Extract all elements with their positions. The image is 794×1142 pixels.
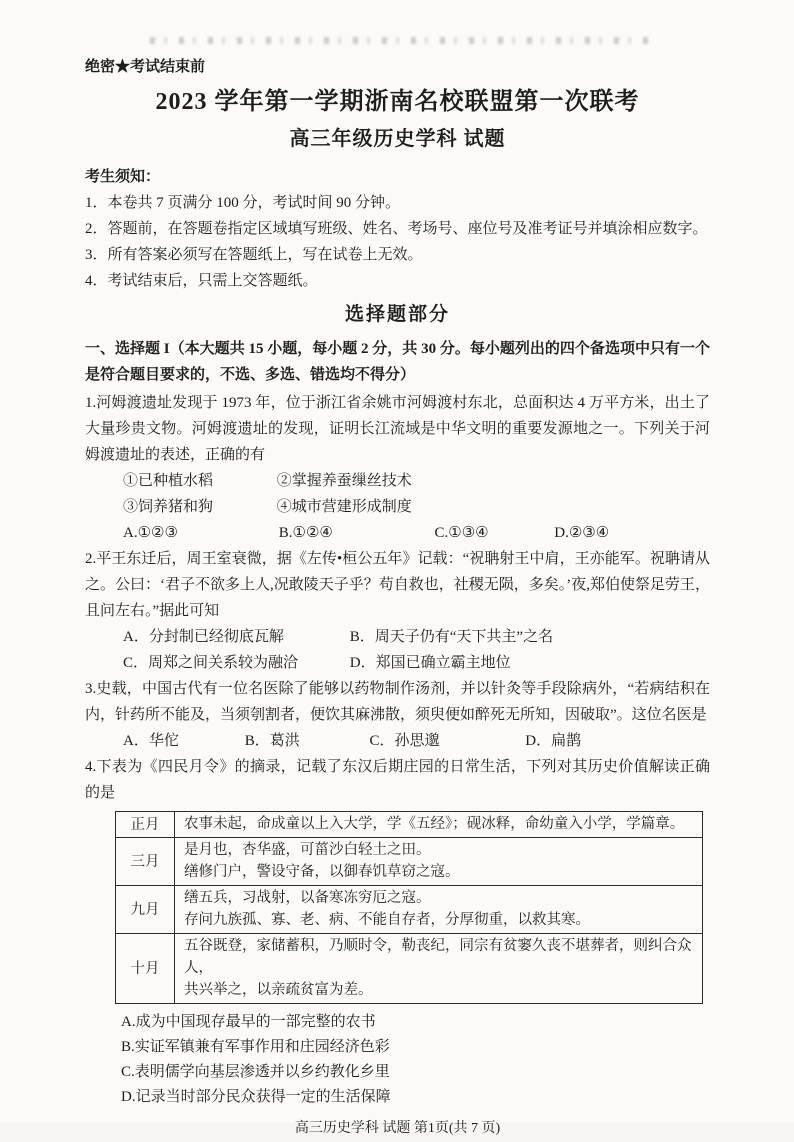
q3-choice-c: C．孙思邈	[369, 733, 440, 749]
month-cell: 十月	[116, 934, 175, 1004]
q1-suboption-3: ③饲养猪和狗	[123, 499, 214, 515]
table-row-jiuyue	[116, 886, 703, 934]
content-cell	[175, 886, 703, 934]
content-cell	[175, 934, 703, 1004]
cell-line: 是月也，杏华盛，可菑沙白轻土之田。	[184, 842, 431, 858]
question-4-stem: 4.下表为《四民月令》的摘录，记载了东汉后期庄园的日常生活，下列对其历史价值解读正确的是	[85, 759, 710, 801]
question-2-choices-row-1	[85, 624, 710, 650]
cell-line: 缮修门户，警设守备，以御春饥草窃之寇。	[184, 864, 460, 880]
cell-line: 五谷既登，家储蓄积，乃顺时令，勒丧纪，同宗有贫窭久丧不堪葬者，则纠合众人，	[184, 938, 692, 976]
q1-choice-c: C.①③④	[434, 525, 489, 541]
question-1-suboptions-row-2	[85, 494, 710, 520]
question-1-choices	[85, 520, 710, 546]
question-1-stem: 1.河姆渡遗址发现于 1973 年，位于浙江省余姚市河姆渡村东北，总面积达 4 万平方米，出土了大量珍贵文物。河姆渡遗址的发现，证明长江流域是中华文明的重要发源地之一。下列关于河姆渡遗址的表述，正确的有	[85, 395, 710, 463]
cell-line: 共兴举之，以亲疏贫富为差。	[184, 982, 373, 998]
q2-choice-b: B．周天子仍有“天下共主”之名	[349, 629, 554, 645]
q4-choice-c: C.表明儒学向基层渗透并以乡约教化乡里	[121, 1064, 390, 1080]
cell-line: 存问九族孤、寡、老、病、不能自存者，分厚彻重，以救其寒。	[184, 912, 590, 928]
cell-line: 农事未起，命成童以上入大学，学《五经》；砚冰释，命幼童入小学，学篇章。	[184, 816, 685, 832]
q3-choice-a: A．华佗	[123, 733, 179, 749]
question-4-choices	[85, 1010, 710, 1110]
notice-item-2: 2．答题前，在答题卷指定区域填写班级、姓名、考场号、座位号及准考证号并填涂相应数字。	[85, 221, 708, 237]
q1-suboption-4: ④城市营建形成制度	[276, 499, 412, 515]
q4-choice-d: D.记录当时部分民众获得一定的生活保障	[121, 1089, 391, 1105]
page-footer: 高三历史学科 试题 第1页(共 7 页)	[294, 1121, 501, 1136]
month-cell: 三月	[116, 838, 175, 886]
q1-choice-d: D.②③④	[554, 525, 610, 541]
exam-subtitle: 高三年级历史学科 试题	[289, 128, 506, 150]
q1-choice-b: B.①②④	[278, 525, 333, 541]
notice-item-4: 4．考试结束后，只需上交答题纸。	[85, 273, 318, 289]
notice-block	[85, 164, 710, 294]
classification-label: 绝密★考试结束前	[85, 59, 206, 75]
q3-choice-b: B．葛洪	[244, 733, 300, 749]
q4-choice-b: B.实证军镇兼有军事作用和庄园经济色彩	[121, 1039, 390, 1055]
content-cell	[175, 838, 703, 886]
table-row-shiyue	[116, 934, 703, 1004]
q1-suboption-1: ①已种植水稻	[123, 473, 214, 489]
q4-choice-a: A.成为中国现存最早的一部完整的农书	[121, 1014, 376, 1030]
month-cell: 正月	[116, 812, 175, 838]
part-title: 选择题部分	[344, 304, 450, 325]
notice-item-1: 1．本卷共 7 页满分 100 分，考试时间 90 分钟。	[85, 195, 401, 211]
siminyueling-table	[115, 811, 703, 1004]
question-2-stem: 2.平王东迁后，周王室衰微，据《左传•桓公五年》记载：“祝聃射王中肩，王亦能军。祝聃请从之。公曰：‘君子不欲多上人,况敢陵天子乎？苟自救也，社稷无陨，多矣。’夜,郑伯使祭足劳王，且问左右。”据此可知	[85, 551, 710, 619]
notice-heading: 考生须知：	[85, 169, 161, 185]
cell-line: 缮五兵，习战射，以备寒冻穷厄之寇。	[184, 890, 431, 906]
question-1-suboptions-row-1	[85, 468, 710, 494]
notice-item-3: 3．所有答案必须写在答题纸上，写在试卷上无效。	[85, 247, 423, 263]
q3-choice-d: D．扁鹊	[525, 733, 582, 749]
question-3-choices	[85, 728, 710, 754]
month-cell: 九月	[116, 886, 175, 934]
scan-blur-artifact	[150, 37, 655, 44]
q2-choice-a: A．分封制已经彻底瓦解	[123, 629, 284, 645]
exam-title: 2023 学年第一学期浙南名校联盟第一次联考	[155, 89, 640, 115]
question-2-choices-row-2	[85, 650, 710, 676]
question-3-stem: 3.史载，中国古代有一位名医除了能够以药物制作汤剂，并以针灸等手段除病外，“若病结积在内，针药所不能及，当须刳割者，便饮其麻沸散，须臾便如醉死无所知，因破取”。这位名医是	[85, 681, 710, 723]
q2-choice-c: C．周郑之间关系较为融洽	[123, 655, 299, 671]
q2-choice-d: D．郑国已确立霸主地位	[349, 655, 511, 671]
table-row-zhengyue	[116, 812, 703, 838]
q1-choice-a: A.①②③	[123, 525, 178, 541]
table-row-sanyue	[116, 838, 703, 886]
q1-suboption-2: ②掌握养蚕缫丝技术	[276, 473, 412, 489]
content-cell	[175, 812, 703, 838]
section-intro: 一、选择题 I（本大题共 15 小题，每小题 2 分，共 30 分。每小题列出的四个备选项中只有一个是符合题目要求的，不选、多选、错选均不得分）	[85, 341, 710, 383]
